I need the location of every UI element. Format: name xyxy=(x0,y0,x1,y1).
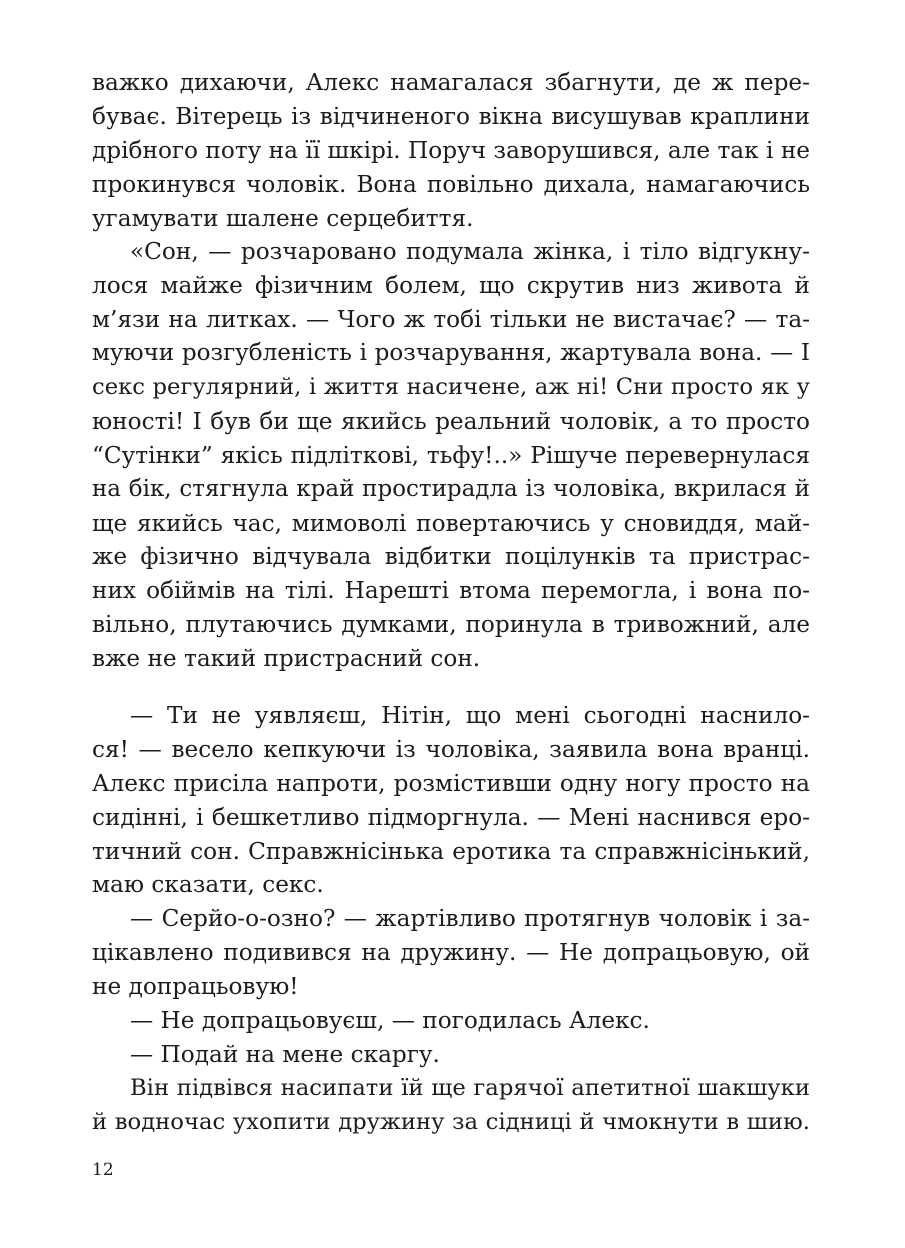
text-line: Алекс присіла напроти, розмістивши одну ногу просто на xyxy=(92,769,810,797)
text-line: Він підвівся насипати їй ще гарячої апетитної шакшуки xyxy=(130,1074,810,1101)
text-line: цікавлено подивився на дружину. — Не допрацьовую, ой xyxy=(92,939,810,967)
text-line: — Не допрацьовуєш, — погодилась Алекс. xyxy=(130,1007,650,1035)
text-line: них обіймів на тілі. Нарешті втома перемогла, і вона по- xyxy=(92,577,810,605)
text-line: ся! — весело кепкуючи із чоловіка, заявила вона вранці. xyxy=(92,735,810,763)
text-line: — Ти не уявляєш, Нітін, що мені сьогодні наснило- xyxy=(130,702,810,729)
text-line: лося майже фізичним болем, що скрутив низ живота й xyxy=(92,272,810,300)
text-line: прокинувся чоловік. Вона повільно дихала, намагаючись xyxy=(92,170,810,198)
text-line: ще якийсь час, мимоволі повертаючись у сновиддя, май- xyxy=(92,509,810,537)
text-line: важко дихаючи, Алекс намагалася збагнути, де ж пере- xyxy=(92,69,810,96)
text-line: юності! І був би ще якийсь реальний чоловік, а то просто xyxy=(92,407,810,435)
text-line: угамувати шалене серцебиття. xyxy=(92,204,474,232)
text-line: на бік, стягнула край простирадла із чоловіка, вкрилася й xyxy=(92,475,810,502)
page-number: 12 xyxy=(92,1160,114,1180)
text-line: й водночас ухопити дружину за сідниці й чмокнути в шию. xyxy=(92,1108,810,1135)
text-line: муючи розгубленість і розчарування, жартувала вона. — І xyxy=(92,340,810,367)
text-line: вже не такий пристрасний сон. xyxy=(92,645,481,673)
paragraph-block-1 xyxy=(92,66,810,676)
text-line: тичний сон. Справжнісінька еротика та справжнісінький, xyxy=(92,837,810,865)
text-line: буває. Вітерець із відчиненого вікна висушував краплини xyxy=(92,102,810,130)
text-line: м’язи на литках. — Чого ж тобі тільки не вистачає? — та- xyxy=(92,306,810,334)
text-line: — Серйо-о-озно? — жартівливо протягнув чоловік і за- xyxy=(130,905,810,933)
text-line: секс регулярний, і життя насичене, аж ні! Сни просто як у xyxy=(92,374,810,401)
text-line: «Сон, — розчаровано подумала жінка, і тіло відгукну- xyxy=(130,238,810,266)
text-line: же фізично відчувала відбитки поцілунків та пристрас- xyxy=(92,543,810,571)
text-line: “Сутінки” якісь підліткові, тьфу!..» Рішуче перевернулася xyxy=(92,441,810,469)
text-line: маю сказати, секс. xyxy=(92,871,324,899)
text-line: вільно, плутаючись думками, поринула в тривожний, але xyxy=(92,611,810,639)
text-line: не допрацьовую! xyxy=(92,973,299,1001)
text-line: — Подай на мене скаргу. xyxy=(130,1040,440,1068)
paragraph-block-2 xyxy=(92,699,810,1140)
text-line: дрібного поту на її шкірі. Поруч заворушився, але так і не xyxy=(92,136,810,164)
text-line: сидінні, і бешкетливо підморгнула. — Мені наснився еро- xyxy=(92,803,810,831)
